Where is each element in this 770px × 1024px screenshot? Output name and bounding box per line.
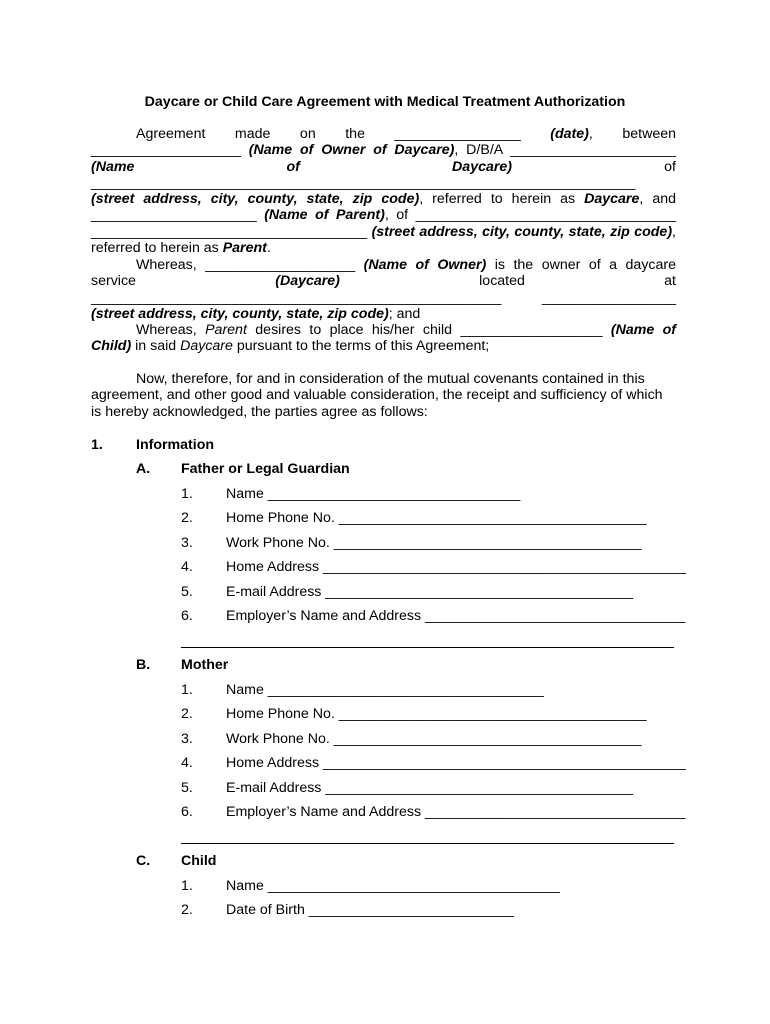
blank-line — [181, 647, 674, 648]
parent-name-label: (Name of Parent) — [264, 207, 385, 224]
owner-label: (Name of Owner) — [363, 257, 487, 273]
consideration-paragraph: Now, therefore, for and in consideration of the mutual covenants contained in this agreement, and other good and valuable consideration, the receipt and sufficiency of which is hereby acknowledged, the parties agree as follows: — [91, 371, 663, 420]
blank-line — [181, 843, 674, 844]
daycare-term: Daycare — [180, 338, 233, 355]
subsection-title: Child — [181, 853, 217, 869]
daycare-name-label: (Name of Daycare) — [91, 158, 513, 175]
child-name-label: (Name of Child) — [91, 322, 676, 355]
section-title: Information — [136, 437, 215, 453]
parent-address-label: (street address, city, county, state, zip code) — [371, 223, 673, 240]
whereas-owner-paragraph: Whereas, ___________________ (Name of Owner) is the owner of a daycare service (Daycare) located at ____________________________________________________ _________________ (street address, city, county, state, zip code); and — [91, 257, 677, 322]
date-label: (date) — [550, 126, 589, 142]
daycare-term: (Daycare) — [275, 273, 340, 290]
document-title: Daycare or Child Care Agreement with Medical Treatment Authorization — [144, 94, 626, 110]
parent-term: Parent — [205, 322, 247, 338]
parent-term: Parent — [222, 240, 267, 257]
document-page: Daycare or Child Care Agreement with Medical Treatment Authorization Agreement made on the ________________ (date), between ___________________ (Name of Owner of Daycare), D/B/A _____________________ (Name of Daycare) of _____________________________________________________________________ (street address, city, county, state, zip code), referred to herein as Daycare, and _____________________ (Name of Parent), of _________________________________ ___________________________________ (street address, city, county, state, zip code), referred to herein as Parent. Whereas, ___________________ (Name of Owner) is the owner of a daycare service (Daycare) located at ____________________________________________________ _________________ (street address, city, county, state, zip code); and Whereas, Parent desires to place his/her child __________________ (Name of Child) in said Daycare pursuant to the terms of this Agreement; Now, therefore, for and in consideration of the mutual covenants contained in this agreement, and other good and valuable consideration, the receipt and sufficiency of which is hereby acknowledged, the parties agree as follows: 1. Information A. Father or Legal Guardian 1. Name ________________________________ 2. Home Phone No. _______________________________________ 3. Work Phone No. _______________________________________ 4. Home Address ______________________________________________ 5. E-mail Address _______________________________________ 6. Employer’s Name and Address _________________________________ B. Mother 1. Name ___________________________________ 2. Home Phone No. _______________________________________ 3. Work Phone No. _______________________________________ 4. Home Address ______________________________________________ 5. E-mail Address _______________________________________ 6. Employer’s Name and Address _________________________________ C. Child 1. Name _____________________________________ 2. Date of Birth __________________________ — [0, 0, 770, 1024]
address-label: (street address, city, county, state, zip code) — [91, 305, 389, 322]
daycare-term: Daycare — [584, 191, 640, 208]
whereas-parent-paragraph: Whereas, Parent desires to place his/her child __________________ (Name of Child) in said Daycare pursuant to the terms of this Agreement; — [91, 322, 676, 355]
subsection-title: Father or Legal Guardian — [181, 461, 350, 477]
agreement-paragraph: Agreement made on the ________________ (date), between ___________________ (Name of Owner of Daycare), D/B/A _____________________ (Name of Daycare) of _____________________________________________________________________ (street address, city, county, state, zip code), referred to herein as Daycare, and _____________________ (Name of Parent), of _________________________________ ___________________________________ (street address, city, county, state, zip code), referred to herein as Parent. — [91, 126, 676, 257]
owner-name-label: (Name of Owner of Daycare) — [248, 142, 455, 159]
daycare-address-label: (street address, city, county, state, zip code) — [91, 191, 420, 208]
subsection-title: Mother — [181, 657, 229, 673]
